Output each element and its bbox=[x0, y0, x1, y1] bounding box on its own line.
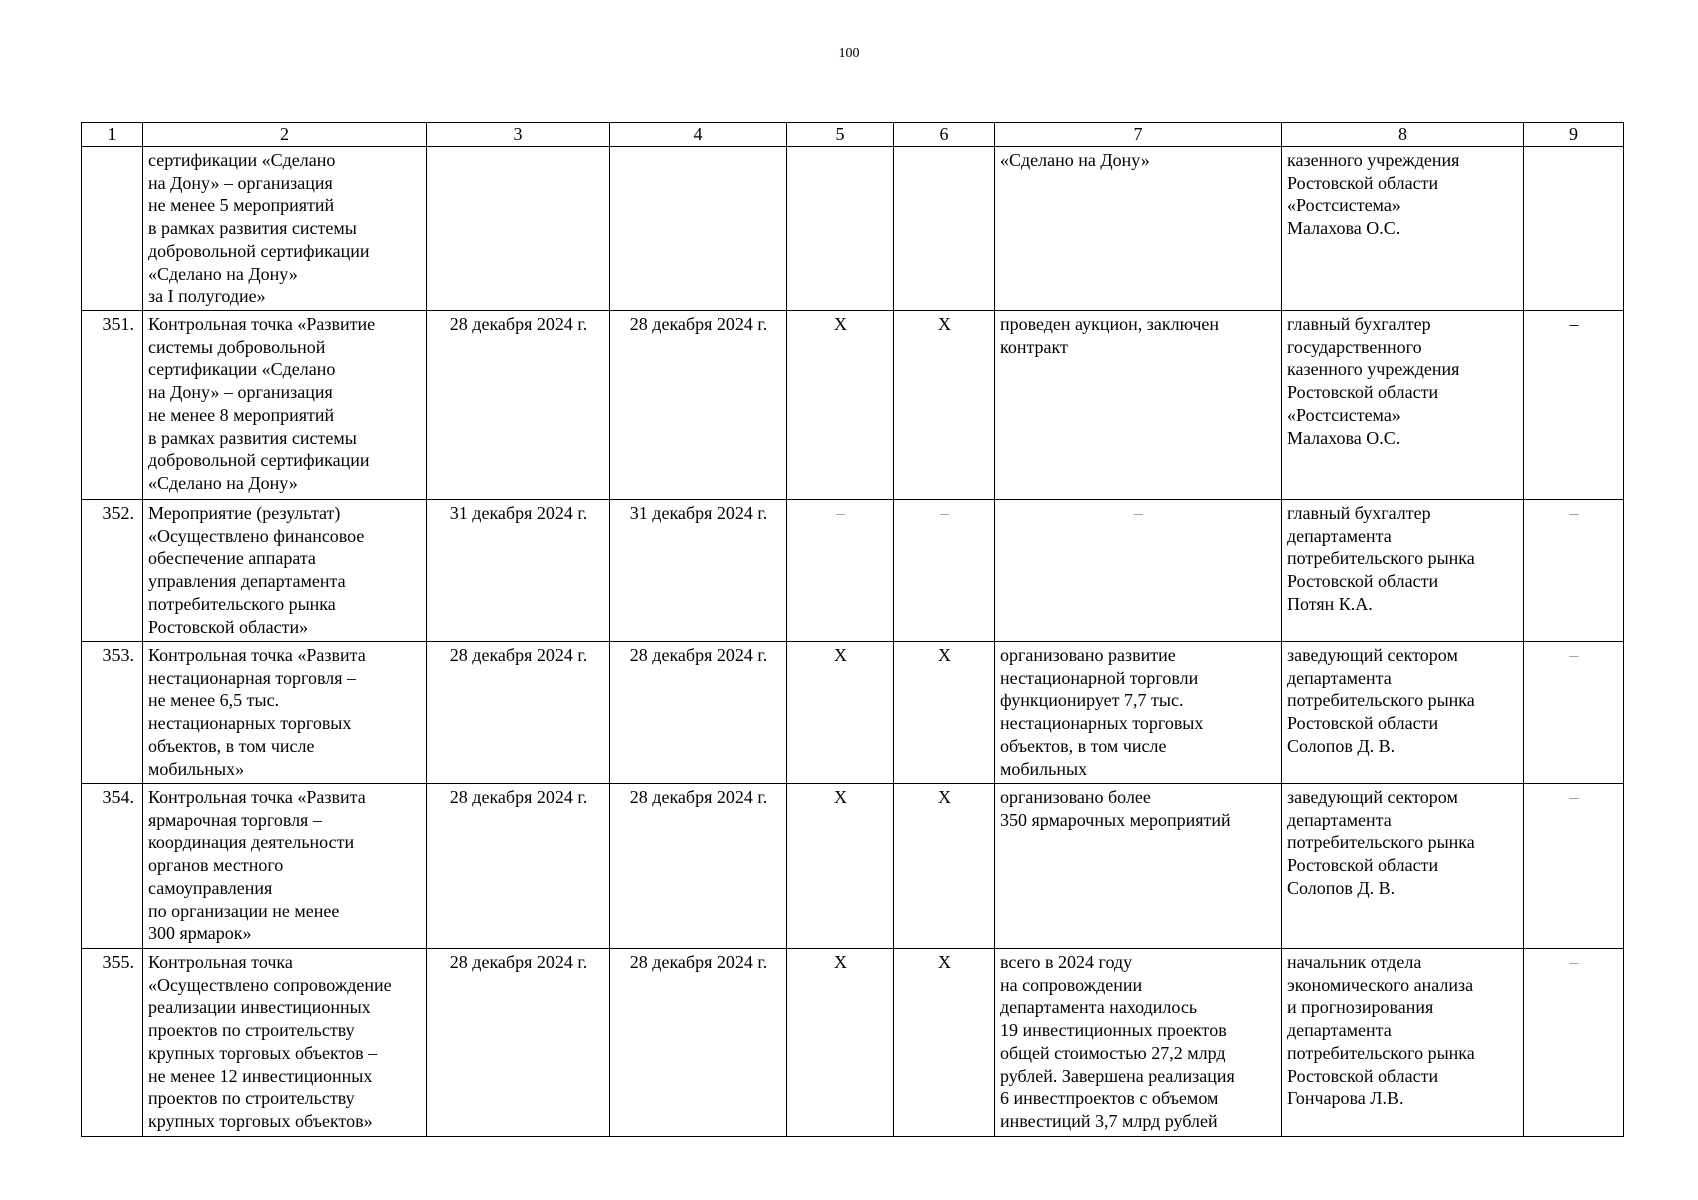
responsible-person: заведующий сектором департамента потребительского рынка Ростовской области Солопов Д. В. bbox=[1282, 642, 1524, 784]
col6-value: X bbox=[894, 642, 995, 784]
actual-date: 28 декабря 2024 г. bbox=[610, 642, 787, 784]
column-header: 1 bbox=[82, 123, 143, 147]
col6-value: X bbox=[894, 311, 995, 500]
row-number bbox=[82, 147, 143, 311]
col9-value bbox=[1524, 147, 1624, 311]
responsible-person: заведующий сектором департамента потребительского рынка Ростовской области Солопов Д. В. bbox=[1282, 784, 1524, 949]
actual-date: 28 декабря 2024 г. bbox=[610, 949, 787, 1137]
col6-value: – bbox=[894, 500, 995, 642]
table-row bbox=[82, 949, 1624, 1137]
event-description: сертификации «Сделано на Дону» – организация не менее 5 мероприятий в рамках развития системы добровольной сертификации «Сделано на Дону» за I полугодие» bbox=[143, 147, 427, 311]
row-number: 354. bbox=[82, 784, 143, 949]
table-row bbox=[82, 500, 1624, 642]
col6-value: X bbox=[894, 784, 995, 949]
planned-date bbox=[427, 147, 610, 311]
table-row bbox=[82, 311, 1624, 500]
row-number: 353. bbox=[82, 642, 143, 784]
result-text: «Сделано на Дону» bbox=[995, 147, 1282, 311]
responsible-person: главный бухгалтер департамента потребительского рынка Ростовской области Потян К.А. bbox=[1282, 500, 1524, 642]
report-table bbox=[81, 122, 1624, 1137]
table-header-row bbox=[82, 123, 1624, 147]
column-header: 2 bbox=[143, 123, 427, 147]
col9-value: – bbox=[1524, 311, 1624, 500]
row-number: 351. bbox=[82, 311, 143, 500]
col6-value bbox=[894, 147, 995, 311]
event-description: Контрольная точка «Осуществлено сопровождение реализации инвестиционных проектов по строительству крупных торговых объектов – не менее 12 инвестиционных проектов по строительству крупных торговых объектов» bbox=[143, 949, 427, 1137]
col9-value: – bbox=[1524, 500, 1624, 642]
col5-value: X bbox=[787, 784, 894, 949]
col5-value: X bbox=[787, 642, 894, 784]
col9-value: – bbox=[1524, 642, 1624, 784]
result-text: организовано более 350 ярмарочных мероприятий bbox=[995, 784, 1282, 949]
column-header: 6 bbox=[894, 123, 995, 147]
row-number: 352. bbox=[82, 500, 143, 642]
col5-value: X bbox=[787, 311, 894, 500]
event-description: Контрольная точка «Развитие системы добровольной сертификации «Сделано на Дону» – организация не менее 8 мероприятий в рамках развития системы добровольной сертификации «Сделано на Дону» bbox=[143, 311, 427, 500]
col9-value: – bbox=[1524, 784, 1624, 949]
col5-value: X bbox=[787, 949, 894, 1137]
col5-value bbox=[787, 147, 894, 311]
actual-date bbox=[610, 147, 787, 311]
row-number: 355. bbox=[82, 949, 143, 1137]
result-text: всего в 2024 году на сопровождении департамента находилось 19 инвестиционных проектов общей стоимостью 27,2 млрд рублей. Завершена реализация 6 инвестпроектов с объемом инвестиций 3,7 млрд рублей bbox=[995, 949, 1282, 1137]
responsible-person: главный бухгалтер государственного казенного учреждения Ростовской области «Ростсистема» Малахова О.С. bbox=[1282, 311, 1524, 500]
col5-value: – bbox=[787, 500, 894, 642]
column-header: 8 bbox=[1282, 123, 1524, 147]
responsible-person: начальник отдела экономического анализа и прогнозирования департамента потребительского рынка Ростовской области Гончарова Л.В. bbox=[1282, 949, 1524, 1137]
col6-value: X bbox=[894, 949, 995, 1137]
column-header: 5 bbox=[787, 123, 894, 147]
planned-date: 28 декабря 2024 г. bbox=[427, 311, 610, 500]
page-number: 100 bbox=[838, 46, 860, 61]
planned-date: 28 декабря 2024 г. bbox=[427, 642, 610, 784]
planned-date: 28 декабря 2024 г. bbox=[427, 784, 610, 949]
actual-date: 31 декабря 2024 г. bbox=[610, 500, 787, 642]
event-description: Контрольная точка «Развита нестационарная торговля – не менее 6,5 тыс. нестационарных торговых объектов, в том числе мобильных» bbox=[143, 642, 427, 784]
planned-date: 31 декабря 2024 г. bbox=[427, 500, 610, 642]
table-row bbox=[82, 642, 1624, 784]
result-text: проведен аукцион, заключен контракт bbox=[995, 311, 1282, 500]
actual-date: 28 декабря 2024 г. bbox=[610, 311, 787, 500]
table-row bbox=[82, 147, 1624, 311]
column-header: 4 bbox=[610, 123, 787, 147]
column-header: 9 bbox=[1524, 123, 1624, 147]
actual-date: 28 декабря 2024 г. bbox=[610, 784, 787, 949]
column-header: 7 bbox=[995, 123, 1282, 147]
result-text: организовано развитие нестационарной торговли функционирует 7,7 тыс. нестационарных торговых объектов, в том числе мобильных bbox=[995, 642, 1282, 784]
table-row bbox=[82, 784, 1624, 949]
planned-date: 28 декабря 2024 г. bbox=[427, 949, 610, 1137]
event-description: Мероприятие (результат) «Осуществлено финансовое обеспечение аппарата управления департамента потребительского рынка Ростовской области» bbox=[143, 500, 427, 642]
column-header: 3 bbox=[427, 123, 610, 147]
event-description: Контрольная точка «Развита ярмарочная торговля – координация деятельности органов местного самоуправления по организации не менее 300 ярмарок» bbox=[143, 784, 427, 949]
responsible-person: казенного учреждения Ростовской области «Ростсистема» Малахова О.С. bbox=[1282, 147, 1524, 311]
result-text: – bbox=[995, 500, 1282, 642]
col9-value: – bbox=[1524, 949, 1624, 1137]
